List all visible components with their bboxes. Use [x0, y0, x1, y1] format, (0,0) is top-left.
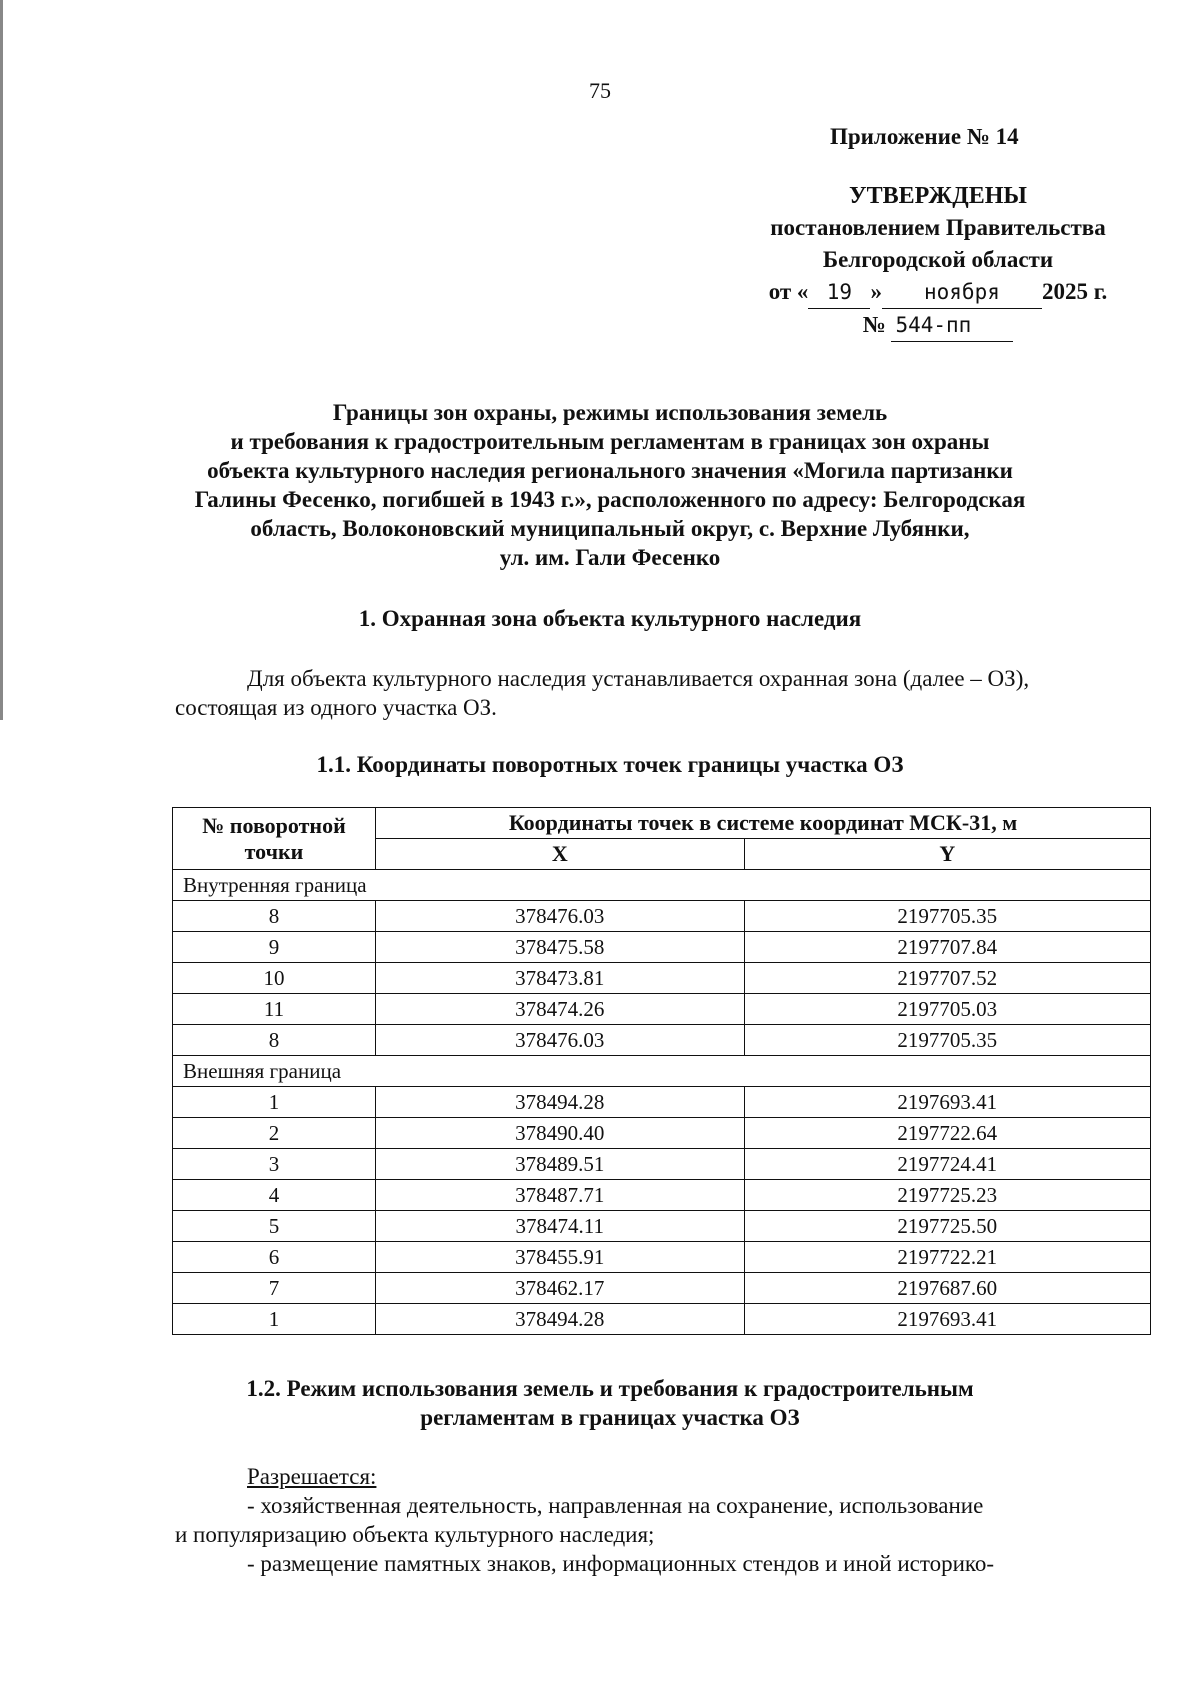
cell-point: 3 [173, 1149, 376, 1180]
table-row [173, 1211, 1151, 1242]
cell-point: 6 [173, 1242, 376, 1273]
cell-point: 1 [173, 1087, 376, 1118]
approval-block [728, 180, 1148, 342]
cell-x: 378475.58 [376, 932, 745, 963]
date-prefix: от « [768, 279, 809, 304]
coordinates-table [172, 807, 1151, 1335]
cell-x: 378476.03 [376, 1025, 745, 1056]
cell-x: 378476.03 [376, 901, 745, 932]
table-row [173, 1087, 1151, 1118]
approval-title: УТВЕРЖДЕНЫ [849, 183, 1027, 209]
cell-point: 4 [173, 1180, 376, 1211]
group-row [173, 870, 1151, 901]
cell-point: 11 [173, 994, 376, 1025]
table-row [173, 994, 1151, 1025]
cell-point: 10 [173, 963, 376, 994]
cell-point: 9 [173, 932, 376, 963]
cell-y: 2197705.03 [744, 994, 1150, 1025]
header-coordinates: Координаты точек в системе координат МСК-31, м [376, 808, 1151, 839]
table-row [173, 901, 1151, 932]
handwritten-month: ноября [882, 276, 1042, 309]
allowed-list [175, 1462, 1155, 1578]
cell-x: 378455.91 [376, 1242, 745, 1273]
table-row [173, 932, 1151, 963]
cell-y: 2197725.50 [744, 1211, 1150, 1242]
table-row [173, 1118, 1151, 1149]
appendix-label: Приложение № 14 [830, 124, 1019, 149]
group-label: Внутренняя граница [173, 870, 1151, 901]
number-prefix: № [862, 312, 886, 337]
table-row [173, 1180, 1151, 1211]
group-label: Внешняя граница [173, 1056, 1151, 1087]
cell-y: 2197707.84 [744, 932, 1150, 963]
cell-x: 378462.17 [376, 1273, 745, 1304]
cell-x: 378474.26 [376, 994, 745, 1025]
cell-point: 1 [173, 1304, 376, 1335]
para-line: состоящая из одного участка ОЗ. [175, 695, 497, 720]
cell-point: 5 [173, 1211, 376, 1242]
table-row [173, 1304, 1151, 1335]
cell-y: 2197724.41 [744, 1149, 1150, 1180]
title-line: объекта культурного наследия регионального значения «Могила партизанки [207, 458, 1013, 483]
approval-number [728, 309, 1148, 342]
section-1-1-heading: 1.1. Координаты поворотных точек границы участка ОЗ [316, 752, 904, 777]
title-line: Галины Фесенко, погибшей в 1943 г.», расположенного по адресу: Белгородская [194, 487, 1026, 512]
cell-y: 2197705.35 [744, 1025, 1150, 1056]
cell-x: 378494.28 [376, 1304, 745, 1335]
title-line: и требования к градостроительным регламентам в границах зон охраны [230, 429, 990, 454]
table-row [173, 963, 1151, 994]
approval-line1: постановлением Правительства [770, 215, 1106, 240]
list-item-line: и популяризацию объекта культурного наследия; [175, 1522, 655, 1547]
section-1-paragraph [175, 664, 1155, 722]
cell-y: 2197705.35 [744, 901, 1150, 932]
header-point-number: № поворотной точки [173, 808, 376, 870]
heading-line: регламентам в границах участка ОЗ [420, 1405, 800, 1430]
coordinates-table-body [173, 870, 1151, 1335]
header-x: X [376, 839, 745, 870]
title-line: ул. им. Гали Фесенко [499, 545, 721, 570]
approval-line2: Белгородской области [822, 247, 1054, 272]
approval-date [728, 276, 1148, 309]
handwritten-number: 544-пп [891, 309, 1013, 342]
cell-point: 8 [173, 1025, 376, 1056]
title-line: область, Волоконовский муниципальный округ, с. Верхние Лубянки, [250, 516, 970, 541]
list-item-line: - размещение памятных знаков, информационных стендов и иной историко- [247, 1551, 995, 1576]
cell-x: 378489.51 [376, 1149, 745, 1180]
date-mid: » [870, 279, 882, 304]
cell-x: 378494.28 [376, 1087, 745, 1118]
cell-y: 2197687.60 [744, 1273, 1150, 1304]
cell-point: 8 [173, 901, 376, 932]
cell-y: 2197693.41 [744, 1087, 1150, 1118]
para-line: Для объекта культурного наследия устанавливается охранная зона (далее – ОЗ), [247, 666, 1030, 691]
handwritten-day: 19 [808, 276, 870, 309]
section-1-heading: 1. Охранная зона объекта культурного наследия [358, 606, 862, 631]
cell-point: 2 [173, 1118, 376, 1149]
cell-x: 378473.81 [376, 963, 745, 994]
cell-y: 2197725.23 [744, 1180, 1150, 1211]
header-y: Y [744, 839, 1150, 870]
allowed-label: Разрешается: [247, 1464, 377, 1489]
cell-y: 2197722.21 [744, 1242, 1150, 1273]
cell-point: 7 [173, 1273, 376, 1304]
title-line: Границы зон охраны, режимы использования земель [332, 400, 888, 425]
table-row [173, 1242, 1151, 1273]
cell-x: 378487.71 [376, 1180, 745, 1211]
table-row [173, 1273, 1151, 1304]
section-1-2-heading [0, 1374, 1200, 1432]
cell-x: 378490.40 [376, 1118, 745, 1149]
list-item-line: - хозяйственная деятельность, направленная на сохранение, использование [247, 1493, 984, 1518]
date-year: 2025 г. [1041, 279, 1108, 304]
table-row [173, 1025, 1151, 1056]
table-row [173, 1149, 1151, 1180]
group-row [173, 1056, 1151, 1087]
document-title [150, 398, 1070, 572]
cell-y: 2197707.52 [744, 963, 1150, 994]
cell-y: 2197693.41 [744, 1304, 1150, 1335]
page-number: 75 [589, 78, 611, 103]
cell-y: 2197722.64 [744, 1118, 1150, 1149]
heading-line: 1.2. Режим использования земель и требования к градостроительным [246, 1376, 974, 1401]
cell-x: 378474.11 [376, 1211, 745, 1242]
